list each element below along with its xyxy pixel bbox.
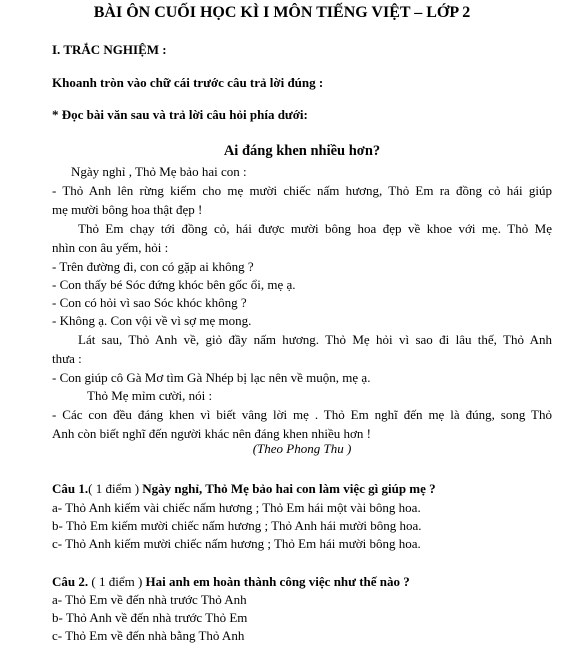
story-line: - Thỏ Anh lên rừng kiếm cho mẹ mười chiếc nấm hương, Thỏ Em ra đồng cỏ hái giúp: [52, 183, 552, 198]
story-title: Ai đáng khen nhiều hơn?: [223, 143, 381, 159]
story-line: - Các con đều đáng khen vì biết vâng lời mẹ . Thỏ Em nghĩ đến mẹ là đúng, song Thỏ: [52, 407, 552, 422]
question-2: [52, 573, 410, 591]
story-line: - Không ạ. Con vội về vì sợ mẹ mong.: [52, 313, 252, 328]
page-title: BÀI ÔN CUỐI HỌC KÌ I MÔN TIẾNG VIỆT – LỚP 2: [93, 4, 471, 21]
question-1: [52, 480, 436, 498]
story-line: - Con có hỏi vì sao Sóc khóc không ?: [52, 295, 247, 310]
question-label: Câu 2.: [52, 574, 89, 589]
answer-option[interactable]: c- Thỏ Em về đến nhà bằng Thỏ Anh: [52, 628, 245, 643]
answer-option[interactable]: c- Thỏ Anh kiếm mười chiếc nấm hương ; Thỏ Em hái mười bông hoa.: [52, 536, 421, 551]
answer-option[interactable]: a- Thỏ Em về đến nhà trước Thỏ Anh: [52, 592, 247, 607]
instruction: Khoanh tròn vào chữ cái trước câu trả lời đúng :: [52, 75, 324, 90]
question-points: ( 1 điểm ): [91, 574, 143, 589]
question-text: Hai anh em hoàn thành công việc như thế nào ?: [145, 574, 410, 589]
story-line: Anh còn biết nghĩ đến người khác nên đáng khen nhiều hơn !: [52, 426, 372, 441]
question-text: Ngày nghỉ, Thỏ Mẹ bảo hai con làm việc gì giúp mẹ ?: [142, 481, 436, 496]
story-line: - Trên đường đi, con có gặp ai không ?: [52, 259, 254, 274]
story-line: Lát sau, Thỏ Anh về, giỏ đầy nấm hương. Thỏ Mẹ hỏi vì sao đi lâu thế, Thỏ Anh: [78, 332, 552, 347]
answer-option[interactable]: b- Thỏ Anh về đến nhà trước Thỏ Em: [52, 610, 248, 625]
answer-option[interactable]: b- Thỏ Em kiếm mười chiếc nấm hương ; Thỏ Anh hái mười bông hoa.: [52, 518, 422, 533]
answer-option[interactable]: a- Thỏ Anh kiếm vài chiếc nấm hương ; Thỏ Em hái một vài bông hoa.: [52, 500, 421, 515]
story-line: - Con thấy bé Sóc đứng khóc bên gốc ổi, mẹ ạ.: [52, 277, 296, 292]
story-line: nhìn con âu yếm, hỏi :: [52, 240, 169, 255]
story-line: Thỏ Mẹ mỉm cười, nói :: [87, 388, 213, 403]
story-line: thưa :: [52, 351, 82, 366]
reading-instruction: * Đọc bài văn sau và trả lời câu hỏi phía dưới:: [52, 107, 308, 122]
question-label: Câu 1.: [52, 481, 89, 496]
question-points: ( 1 điểm ): [88, 481, 140, 496]
story-line: - Con giúp cô Gà Mơ tìm Gà Nhép bị lạc nên về muộn, mẹ ạ.: [52, 370, 371, 385]
story-line: mẹ mười bông hoa thật đẹp !: [52, 202, 203, 217]
story-line: Ngày nghỉ , Thỏ Mẹ bảo hai con :: [71, 164, 247, 179]
story-line: Thỏ Em chạy tới đồng cỏ, hái được mười bông hoa đẹp về khoe với mẹ. Thỏ Mẹ: [78, 221, 552, 236]
story-author: (Theo Phong Thu ): [252, 441, 352, 456]
section-heading: I. TRẮC NGHIỆM :: [52, 42, 167, 57]
